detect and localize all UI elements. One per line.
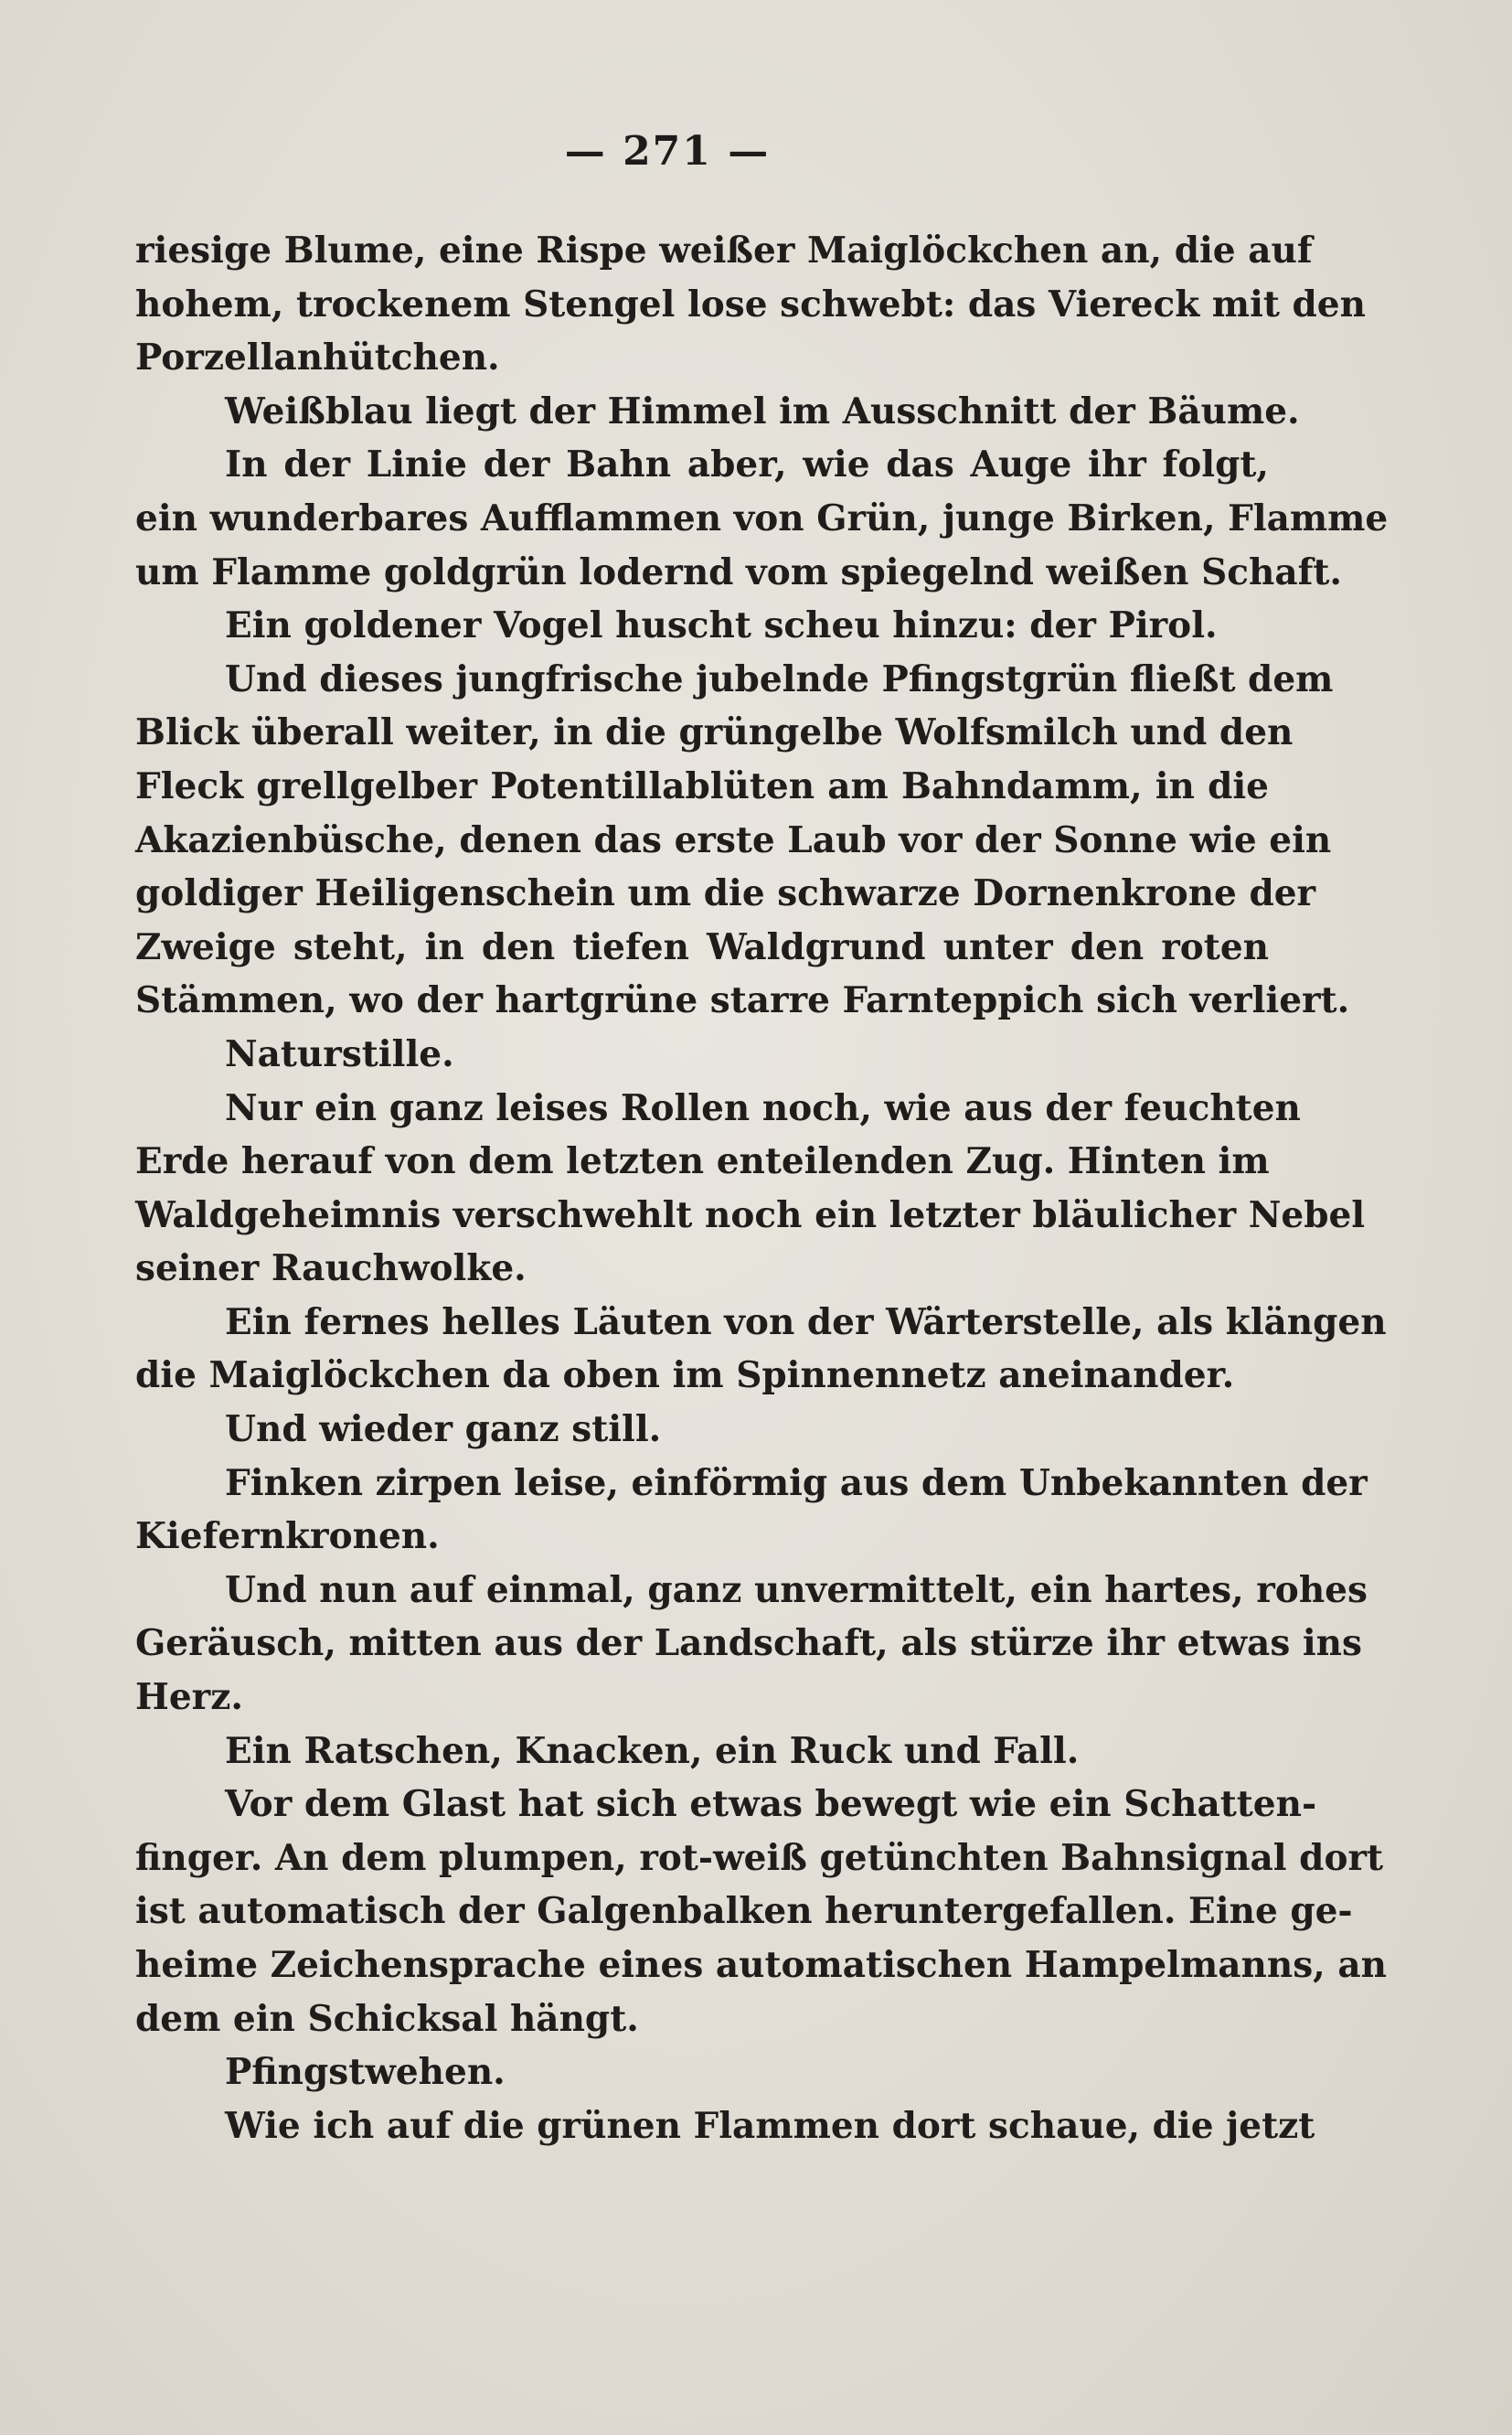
text-line: Fleck grellgelber Potentillablüten am Bahndamm, in die bbox=[135, 764, 1269, 807]
text-line: die Maiglöckchen da oben im Spinnennetz aneinander. bbox=[135, 1354, 1235, 1397]
text-line: dem ein Schicksal hängt. bbox=[135, 1997, 639, 2040]
text-line: ist automatisch der Galgenbalken heruntergefallen. Eine ge- bbox=[135, 1890, 1353, 1933]
text-line: Herz. bbox=[135, 1676, 243, 1719]
text-line: riesige Blume, eine Rispe weißer Maiglöckchen an, die auf bbox=[135, 230, 1313, 272]
text-line: goldiger Heiligenschein um die schwarze Dornenkrone der bbox=[135, 872, 1316, 915]
text-line: Und nun auf einmal, ganz unvermittelt, ein hartes, rohes bbox=[225, 1568, 1368, 1611]
text-line: seiner Rauchwolke. bbox=[135, 1247, 527, 1290]
text-line: Ein fernes helles Läuten von der Wärterstelle, als klängen bbox=[225, 1300, 1387, 1343]
text-line: Porzellanhütchen. bbox=[135, 336, 500, 379]
text-line: Ein Ratschen, Knacken, ein Ruck und Fall. bbox=[225, 1729, 1080, 1772]
text-line: Waldgeheimnis verschwehlt noch ein letzter bläulicher Nebel bbox=[135, 1193, 1366, 1236]
text-line: Stämmen, wo der hartgrüne starre Farnteppich sich verliert. bbox=[135, 979, 1350, 1022]
text-line: Geräusch, mitten aus der Landschaft, als stürze ihr etwas ins bbox=[135, 1622, 1362, 1665]
text-line: Blick überall weiter, in die grüngelbe Wolfsmilch und den bbox=[135, 711, 1294, 754]
text-line: finger. An dem plumpen, rot-weiß getünchten Bahnsignal dort bbox=[135, 1836, 1384, 1879]
text-line: Und dieses jungfrische jubelnde Pfingstgrün fließt dem bbox=[225, 657, 1334, 700]
text-line: Akazienbüsche, denen das erste Laub vor der Sonne wie ein bbox=[135, 818, 1332, 861]
body-text bbox=[135, 224, 1389, 2152]
text-line: ein wunderbares Aufflammen von Grün, junge Birken, Flamme bbox=[135, 497, 1389, 539]
text-line: hohem, trockenem Stengel lose schwebt: das Viereck mit den bbox=[135, 283, 1366, 326]
text-line: Naturstille. bbox=[225, 1032, 454, 1075]
text-line: heime Zeichensprache eines automatischen Hampelmanns, an bbox=[135, 1944, 1387, 1986]
text-line: Weißblau liegt der Himmel im Ausschnitt der Bäume. bbox=[225, 390, 1300, 433]
text-line: Nur ein ganz leises Rollen noch, wie aus der feuchten bbox=[225, 1086, 1301, 1129]
text-line: Erde herauf von dem letzten enteilenden Zug. Hinten im bbox=[135, 1140, 1270, 1183]
text-line: Finken zirpen leise, einförmig aus dem Unbekannten der bbox=[225, 1461, 1368, 1504]
text-line: In der Linie der Bahn aber, wie das Auge ihr folgt, bbox=[225, 443, 1269, 486]
text-line: Pfingstwehen. bbox=[225, 2051, 506, 2094]
text-line: Zweige steht, in den tiefen Waldgrund unter den roten bbox=[135, 925, 1269, 968]
text-line: Wie ich auf die grünen Flammen dort schaue, die jetzt bbox=[225, 2104, 1315, 2147]
text-line: Ein goldener Vogel huscht scheu hinzu: der Pirol. bbox=[225, 604, 1218, 647]
text-line: um Flamme goldgrün lodernd vom spiegelnd weißen Schaft. bbox=[135, 550, 1342, 593]
text-line: Vor dem Glast hat sich etwas bewegt wie ein Schatten- bbox=[225, 1783, 1317, 1826]
text-line: Kiefernkronen. bbox=[135, 1515, 440, 1558]
text-line: Und wieder ganz still. bbox=[225, 1408, 662, 1451]
page-number: — 271 — bbox=[564, 128, 771, 175]
